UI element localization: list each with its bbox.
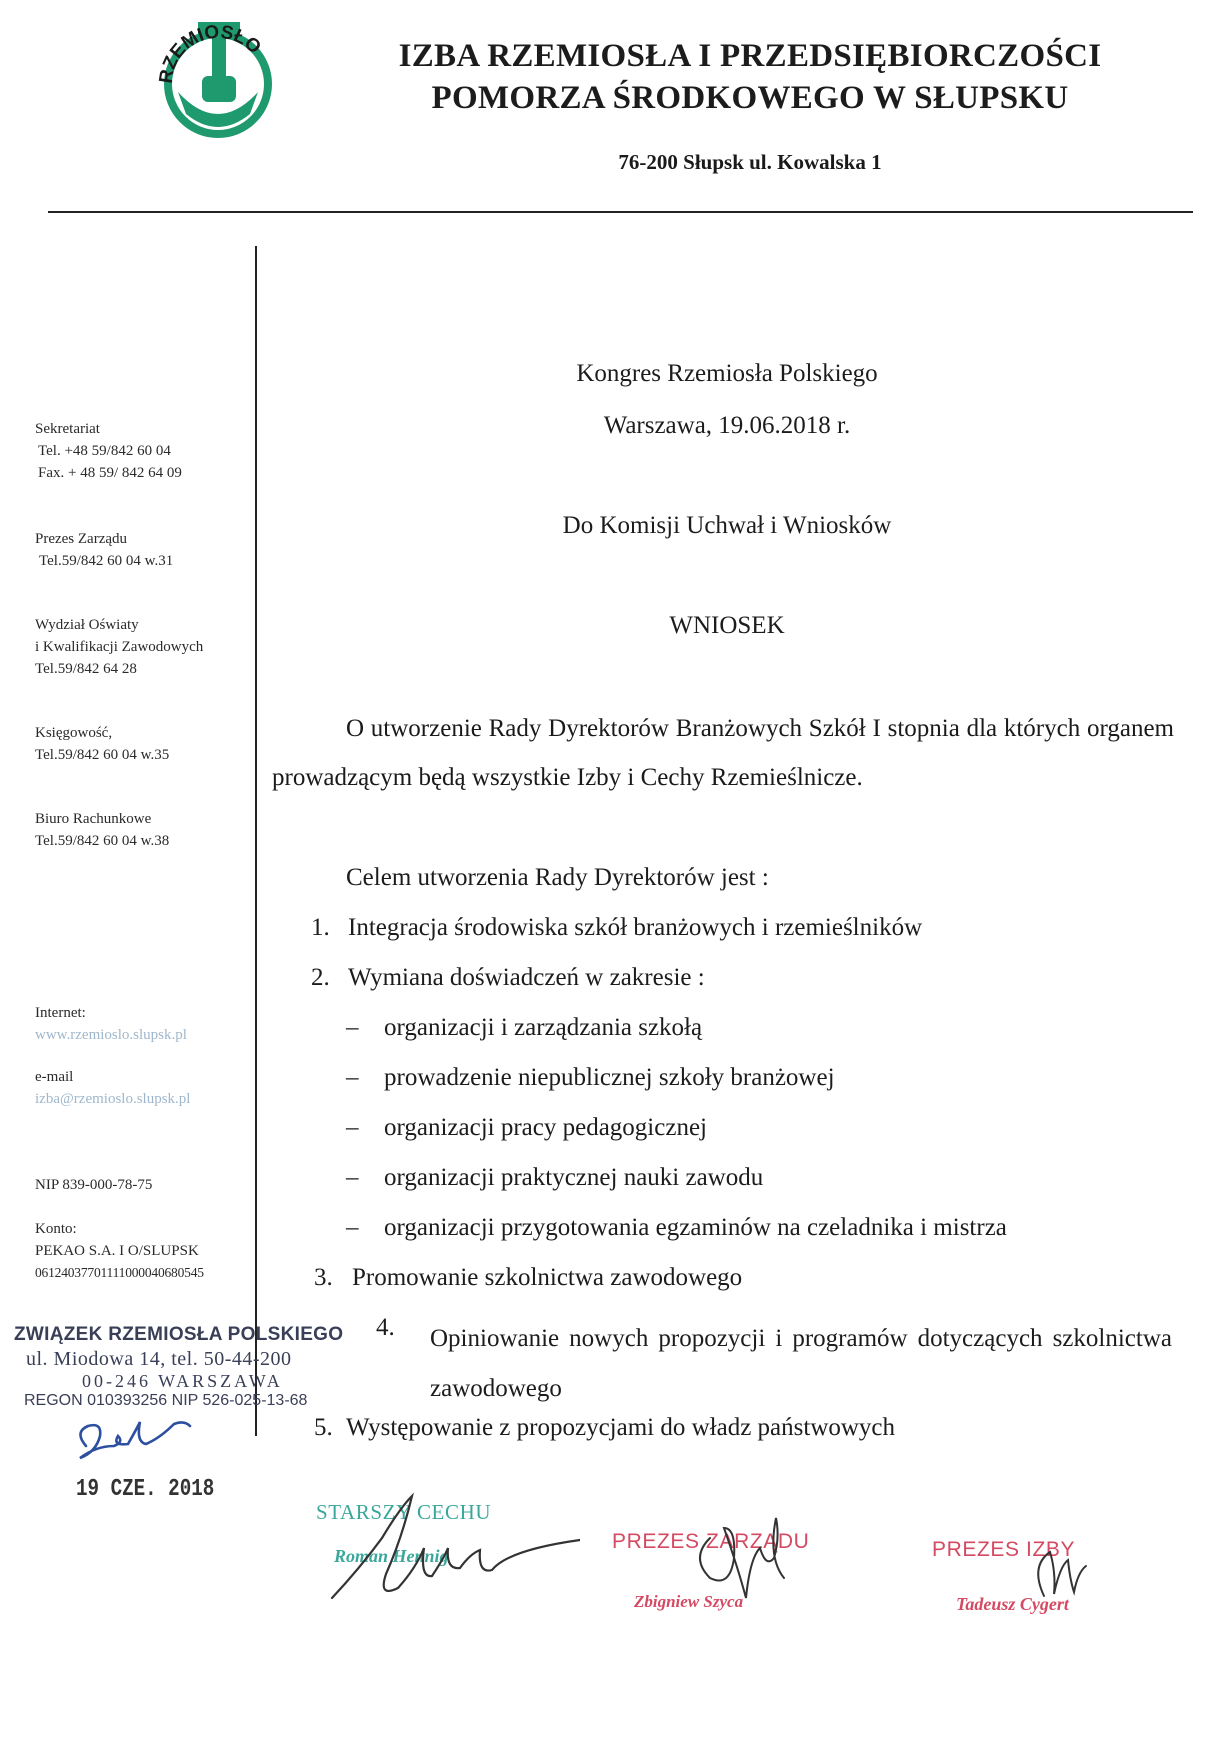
sekretariat-label: Sekretariat [35, 421, 100, 437]
handwritten-signature [680, 1498, 800, 1618]
purpose-intro: Celem utworzenia Rady Dyrektorów jest : [346, 864, 769, 891]
contact-oswiata [35, 614, 260, 680]
rzemioslo-logo [150, 14, 286, 142]
ksiegowosc-tel: Tel.59/842 60 04 w.35 [35, 747, 170, 763]
contact-biuro [35, 808, 260, 852]
biuro-tel: Tel.59/842 60 04 w.38 [35, 833, 170, 849]
website-link[interactable]: www.rzemioslo.slupsk.pl [35, 1027, 187, 1043]
list-item-number: 2. [311, 964, 330, 991]
bank-account [35, 1218, 260, 1284]
sub-item-text: prowadzenie niepublicznej szkoły branżowej [384, 1064, 835, 1091]
signatory-name: Tadeusz Cygert [956, 1594, 1069, 1614]
account-number: 06124037701111000040680545 [35, 1265, 204, 1280]
contact-ksiegowosc [35, 722, 260, 766]
oswiata-label2: i Kwalifikacji Zawodowych [35, 639, 204, 655]
stamp-line1: ZWIĄZEK RZEMIOSŁA POLSKIEGO [14, 1324, 344, 1345]
event-name: Kongres Rzemiosła Polskiego [576, 360, 878, 387]
list-item-text: Promowanie szkolnictwa zawodowego [352, 1264, 743, 1291]
signature-title: STARSZY CECHU [316, 1500, 492, 1524]
stamp-line3: 00-246 WARSZAWA [82, 1371, 283, 1391]
organization-stamp [14, 1324, 344, 1410]
handwritten-signature [320, 1478, 580, 1628]
request-paragraph: O utworzenie Rady Dyrektorów Branżowych Szkół I stopnia dla których organem prowadzącym będą wszystkie Izby i Cechy Rzemieślnicze. [272, 715, 1174, 791]
bank-name: PEKAO S.A. I O/SLUPSK [35, 1243, 199, 1259]
bullet-dash: – [346, 1014, 359, 1041]
oswiata-tel: Tel.59/842 64 28 [35, 661, 137, 677]
logo-text: RZEMIOSŁO [155, 21, 265, 85]
oswiata-label1: Wydział Oświaty [35, 617, 139, 633]
sub-item-text: organizacji pracy pedagogicznej [384, 1114, 707, 1141]
list-item-text: Występowanie z propozycjami do władz państwowych [346, 1414, 896, 1441]
email-label: e-mail [35, 1069, 74, 1085]
signature-title: PREZES ZARZĄDU [612, 1530, 810, 1553]
place-and-date: Warszawa, 19.06.2018 r. [603, 412, 851, 439]
prezes-tel: Tel.59/842 60 04 w.31 [39, 553, 174, 569]
sekretariat-tel: Tel. +48 59/842 60 04 [38, 443, 171, 459]
signature-title: PREZES IZBY [932, 1538, 1076, 1561]
list-item-number: 5. [314, 1414, 333, 1441]
bullet-dash: – [346, 1064, 359, 1091]
bullet-dash: – [346, 1114, 359, 1141]
organization-address: 76-200 Słupsk ul. Kowalska 1 [618, 150, 882, 174]
sub-item-text: organizacji i zarządzania szkołą [384, 1014, 703, 1041]
ksiegowosc-label: Księgowość, [35, 725, 113, 741]
internet-label: Internet: [35, 1005, 86, 1021]
sekretariat-fax: Fax. + 48 59/ 842 64 09 [38, 465, 182, 481]
signatory-name: Zbigniew Szyca [634, 1592, 744, 1611]
contact-prezes [35, 528, 260, 572]
organization-name-line1: IZBA RZEMIOSŁA I PRZEDSIĘBIORCZOŚCI [398, 38, 1102, 74]
stamp-line2: ul. Miodowa 14, tel. 50-44-200 [26, 1348, 292, 1370]
contact-internet [35, 1002, 260, 1046]
nip-number: NIP 839-000-78-75 [35, 1177, 153, 1193]
contact-sekretariat [35, 418, 260, 484]
contact-email [35, 1066, 260, 1110]
stamp-line4: REGON 010393256 NIP 526-025-13-68 [24, 1392, 308, 1409]
recipient: Do Komisji Uchwał i Wniosków [562, 512, 892, 539]
list-item-text: Integracja środowiska szkół branżowych i rzemieślników [348, 914, 923, 941]
document-heading: WNIOSEK [669, 612, 785, 639]
list-item-number: 1. [311, 914, 330, 941]
date-stamp: 19 CZE. 2018 [76, 1476, 215, 1503]
konto-label: Konto: [35, 1221, 77, 1237]
bullet-dash: – [346, 1214, 359, 1241]
list-item-text: Wymiana doświadczeń w zakresie : [348, 964, 705, 991]
email-link[interactable]: izba@rzemioslo.slupsk.pl [35, 1091, 191, 1107]
sub-item-text: organizacji przygotowania egzaminów na czeladnika i mistrza [384, 1214, 1007, 1241]
list-item-number: 4. [376, 1314, 395, 1341]
list-item-text: Opiniowanie nowych propozycji i programów dotyczących szkolnictwa zawodowego [430, 1325, 1172, 1402]
bullet-dash: – [346, 1164, 359, 1191]
sub-item-text: organizacji praktycznej nauki zawodu [384, 1164, 764, 1191]
prezes-label: Prezes Zarządu [35, 531, 128, 547]
paraph-signature [66, 1416, 196, 1466]
organization-name-line2: POMORZA ŚRODKOWEGO W SŁUPSKU [431, 80, 1069, 116]
handwritten-signature [1020, 1536, 1100, 1616]
biuro-label: Biuro Rachunkowe [35, 811, 152, 827]
signatory-name: Roman Hennig [334, 1546, 449, 1566]
list-item-number: 3. [314, 1264, 333, 1291]
header-divider [48, 211, 1193, 213]
